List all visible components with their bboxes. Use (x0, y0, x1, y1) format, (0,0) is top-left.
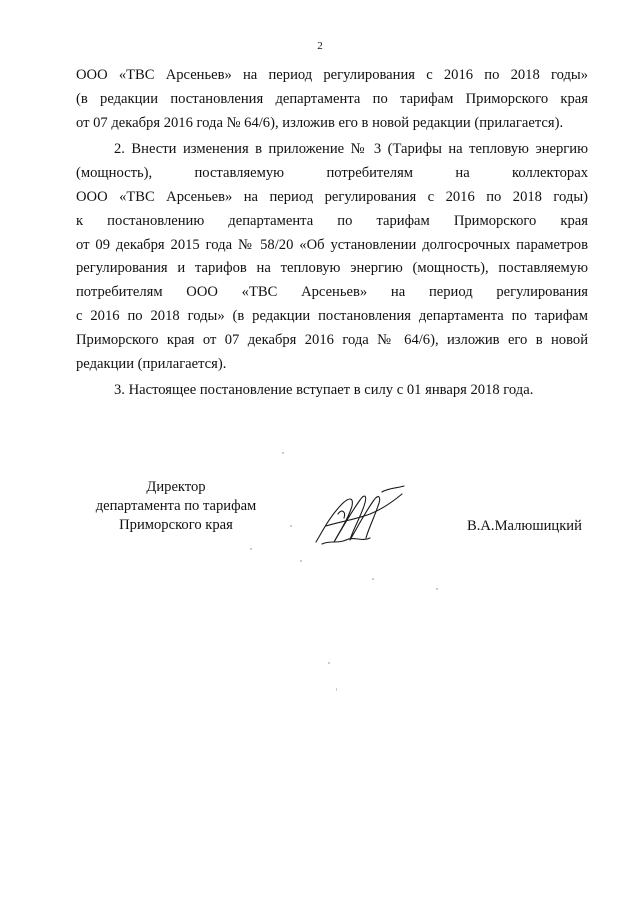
signer-position (76, 478, 276, 535)
handwritten-signature-icon (308, 484, 408, 554)
signer-position-line-2: департамента по тарифам (95, 498, 257, 514)
paragraph-2-line-3: ООО «ТВС Арсеньев» на период регулирования с 2016 по 2018 годы) (76, 188, 588, 205)
paragraph-2-line-2: (мощность), поставляемую потребителям на коллекторах (76, 165, 588, 182)
paragraph-2-line-5: от 09 декабря 2015 года № 58/20 «Об установлении долгосрочных параметров (76, 236, 588, 253)
paragraph-2-line-1: 2. Внести изменения в приложение № 3 (Тарифы на тепловую энергию (114, 141, 588, 158)
paragraph-1-line-3: от 07 декабря 2016 года № 64/6), изложив его в новой редакции (прилагается). (76, 114, 564, 131)
paragraph-2-line-9: Приморского края от 07 декабря 2016 года № 64/6), изложив его в новой (76, 331, 588, 348)
paragraph-2-line-4: к постановлению департамента по тарифам Приморского края (76, 212, 588, 229)
page-number: 2 (317, 40, 323, 52)
paragraph-2-line-7: потребителям ООО «ТВС Арсеньев» на период регулирования (76, 284, 588, 301)
paragraph-2-line-6: регулирования и тарифов на тепловую энергию (мощность), поставляемую (76, 260, 588, 277)
paragraph-2-line-10: редакции (прилагается). (76, 355, 227, 372)
signer-position-line-1: Директор (146, 479, 206, 495)
paragraph-3-line-1: 3. Настоящее постановление вступает в силу с 01 января 2018 года. (114, 382, 534, 399)
signer-name: В.А.Малюшицкий (467, 518, 582, 534)
signer-position-line-3: Приморского края (119, 517, 233, 533)
paragraph-2-line-8: с 2016 по 2018 годы» (в редакции постановления департамента по тарифам (76, 307, 588, 324)
paragraph-1-line-2: (в редакции постановления департамента по тарифам Приморского края (76, 90, 588, 107)
document-body (76, 64, 588, 403)
paragraph-1-line-1: ООО «ТВС Арсеньев» на период регулирования с 2016 по 2018 годы» (76, 67, 588, 83)
